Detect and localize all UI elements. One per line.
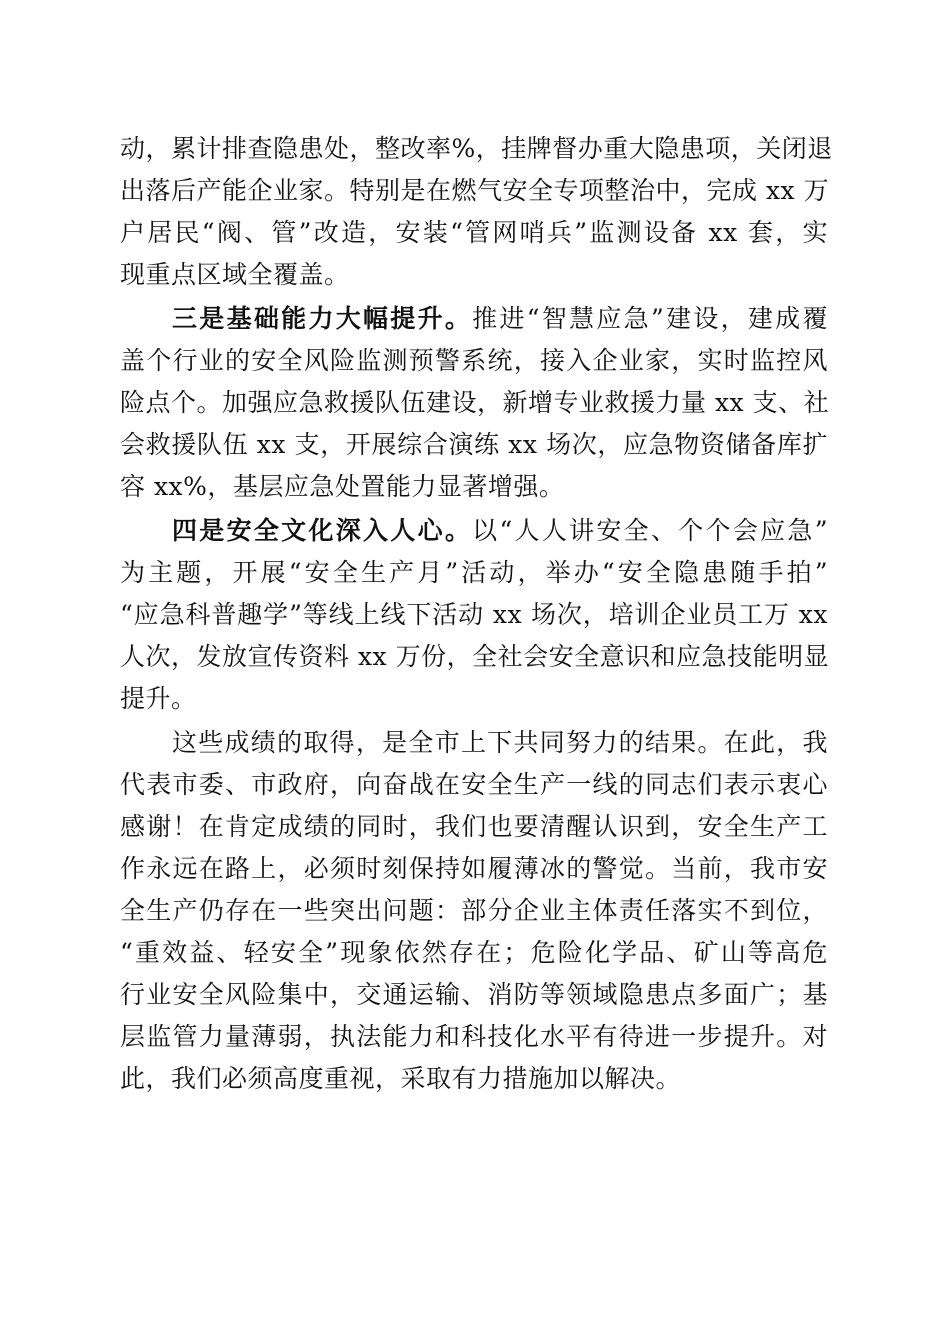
text-line: 险点个。加强应急救援队伍建设，新增专业救援力量 xx 支、社 xyxy=(120,388,830,417)
text-line xyxy=(120,510,828,552)
paragraph-4 xyxy=(120,722,828,1100)
text-line: 会救援队伍 xx 支，开展综合演练 xx 场次，应急物资储备库扩 xyxy=(120,430,828,459)
text-line: 作永远在路上，必须时刻保持如履薄冰的警觉。当前，我市安 xyxy=(120,854,828,883)
text-line: 行业安全风险集中，交通运输、消防等领域隐患点多面广；基 xyxy=(120,980,828,1009)
text-span: 以“人人讲安全、个个会应急” xyxy=(472,516,828,545)
text-line: 提升。 xyxy=(120,684,197,713)
text-line: 出落后产能企业家。特别是在燃气安全专项整治中，完成 xx 万 xyxy=(120,176,830,205)
text-line: 盖个行业的安全风险监测预警系统，接入企业家，实时监控风 xyxy=(120,346,828,375)
paragraph-1 xyxy=(120,128,833,296)
text-line: 这些成绩的取得，是全市上下共同努力的结果。在此，我 xyxy=(172,728,828,757)
text-line: 全生产仍存在一些突出问题：部分企业主体责任落实不到位， xyxy=(120,896,828,925)
text-line: 人次，发放宣传资料 xx 万份，全社会安全意识和应急技能明显 xyxy=(120,642,830,671)
text-line: “重效益、轻安全”现象依然存在；危险化学品、矿山等高危 xyxy=(120,938,828,967)
text-line: 现重点区域全覆盖。 xyxy=(120,260,350,289)
text-line: 动，累计排查隐患处，整改率%，挂牌督办重大隐患项，关闭退 xyxy=(120,134,833,163)
text-line: 感谢！在肯定成绩的同时，我们也要清醒认识到，安全生产工 xyxy=(120,812,828,841)
text-line: 此，我们必须高度重视，采取有力措施加以解决。 xyxy=(120,1064,682,1093)
text-line: 容 xx%，基层应急处置能力显著增强。 xyxy=(120,472,565,501)
paragraph-3 xyxy=(120,510,828,720)
text-line: 层监管力量薄弱，执法能力和科技化水平有待进一步提升。对 xyxy=(120,1022,828,1051)
text-line xyxy=(120,298,828,340)
paragraph-2 xyxy=(120,298,828,508)
text-line: 户居民“阀、管”改造，安装“管网哨兵”监测设备 xx 套，实 xyxy=(120,218,828,247)
paragraph-lead: 四是安全文化深入人心。 xyxy=(172,516,473,545)
text-span: 推进“智慧应急”建设，建成覆 xyxy=(472,304,828,333)
document-page xyxy=(120,128,833,1100)
paragraph-lead: 三是基础能力大幅提升。 xyxy=(172,304,473,333)
text-line: “应急科普趣学”等线上线下活动 xx 场次，培训企业员工万 xx xyxy=(120,600,828,629)
text-line: 为主题，开展“安全生产月”活动，举办“安全隐患随手拍” xyxy=(120,558,828,587)
text-line: 代表市委、市政府，向奋战在安全生产一线的同志们表示衷心 xyxy=(120,770,828,799)
